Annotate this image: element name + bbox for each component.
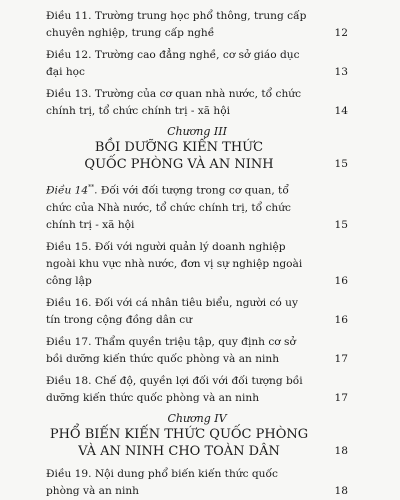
toc-entry-lead: Điều 14 bbox=[46, 184, 89, 197]
toc-page-number: 12 bbox=[334, 27, 348, 39]
toc-page-number: 17 bbox=[334, 352, 348, 365]
toc-entry-text: Điều 17. Thẩm quyền triệu tập, quy định cơ sở bồi dưỡng kiến thức quốc phòng và an ninh bbox=[46, 335, 296, 365]
chapter-title bbox=[46, 139, 348, 173]
toc-entry-dieu-15 bbox=[46, 239, 348, 290]
toc-page-number: 13 bbox=[334, 66, 348, 78]
toc-page-number: 18 bbox=[334, 484, 348, 497]
toc-page-number: 15 bbox=[334, 218, 348, 231]
toc-entry-dieu-18 bbox=[46, 373, 348, 407]
chapter-label: Chương IV bbox=[167, 411, 227, 425]
toc-page-number: 16 bbox=[334, 274, 348, 287]
toc-entry-dieu-16 bbox=[46, 295, 348, 329]
toc-page-number: 18 bbox=[334, 444, 348, 457]
chapter-title-line: VÀ AN NINH CHO TOÀN DÂN bbox=[78, 443, 280, 459]
toc-entry-text: Điều 13. Trường của cơ quan nhà nước, tổ chức chính trị, tổ chức chính trị - xã hội bbox=[46, 88, 302, 117]
toc-entry-text: Điều 18. Chế độ, quyền lợi đối với đối tượng bồi dưỡng kiến thức quốc phòng và an ninh bbox=[46, 374, 303, 404]
footnote-marker: ** bbox=[88, 184, 95, 191]
toc-page-number: 15 bbox=[334, 158, 348, 170]
toc-entry-text: Điều 15. Đối với người quản lý doanh nghiệp ngoài khu vực nhà nước, đơn vị sự nghiệp ngoài công lập bbox=[46, 240, 303, 287]
toc-page-number: 16 bbox=[334, 313, 348, 326]
toc-entry-dieu-14 bbox=[46, 179, 348, 234]
chapter-title-line: BỒI DƯỠNG KIẾN THỨC bbox=[94, 140, 264, 155]
toc-entry-dieu-11 bbox=[46, 8, 348, 42]
toc-entry-dieu-17 bbox=[46, 334, 348, 368]
toc-page-number: 14 bbox=[334, 105, 348, 117]
toc-page-number: 17 bbox=[334, 391, 348, 404]
chapter-label: Chương III bbox=[167, 125, 227, 138]
toc-entry-dieu-19 bbox=[46, 466, 348, 500]
toc-entry-dieu-13 bbox=[46, 86, 348, 120]
toc-entry-text: . Đối với đối tượng trong cơ quan, tổ chức của Nhà nước, tổ chức chính trị, tổ chức chính trị - xã hội bbox=[46, 184, 291, 231]
toc-entry-dieu-12 bbox=[46, 47, 348, 81]
toc-entry-text: Điều 19. Nội dung phổ biến kiến thức quốc phòng và an ninh bbox=[46, 467, 278, 497]
chapter-title-line: PHỔ BIẾN KIẾN THỨC QUỐC PHÒNG bbox=[49, 426, 309, 442]
toc-entry-text: Điều 16. Đối với cá nhân tiêu biểu, người có uy tín trong cộng đồng dân cư bbox=[46, 296, 298, 326]
chapter-title-line: QUỐC PHÒNG VÀ AN NINH bbox=[84, 157, 274, 172]
chapter-title bbox=[46, 426, 348, 460]
toc-entry-text: Điều 11. Trường trung học phổ thông, trung cấp chuyên nghiệp, trung cấp nghề bbox=[46, 10, 307, 39]
toc-entry-text: Điều 12. Trường cao đẳng nghề, cơ sở giáo dục đại học bbox=[46, 49, 300, 78]
